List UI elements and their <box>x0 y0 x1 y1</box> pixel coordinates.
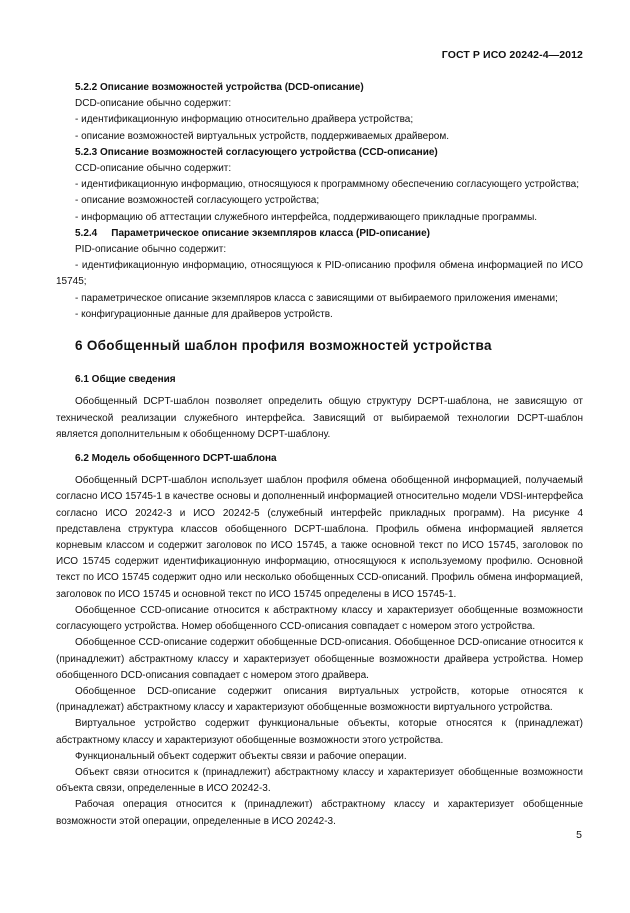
list-item: - идентификационную информацию, относящуюся к PID-описанию профиля обмена информацией по ИСО 15745; <box>56 260 583 288</box>
paragraph: Объект связи относится к (принадлежит) абстрактному классу и характеризует обобщенные возможности объекта связи, определенные в ИСО 20242-3. <box>56 766 583 795</box>
paragraph: Виртуальное устройство содержит функциональные объекты, которые относятся к (принадлежат) абстрактному классу и характеризуют обобщенные возможности этого устройства. <box>56 718 583 746</box>
section-6-heading: 6 Обобщенный шаблон профиля возможностей устройства <box>75 338 492 354</box>
list-item: - описание возможностей согласующего устройства; <box>75 195 320 207</box>
section-6-2-heading: 6.2 Модель обобщенного DCPT-шаблона <box>75 453 277 465</box>
list-item: - идентификационную информацию, относящуюся к программному обеспечению согласующего устройства; <box>75 179 580 191</box>
section-5-2-2-heading: 5.2.2 Описание возможностей устройства (DCD-описание) <box>75 82 364 93</box>
paragraph: Обобщенное CCD-описание содержит обобщенные DCD-описания. Обобщенное DCD-описание относится к (принадлежит) абстрактному классу и характеризует обобщенные возможности драйвера устройства. Номер обобщенного DCD-описания совпадает с номером этого драйвера. <box>56 637 583 681</box>
section-5-2-3-intro: CCD-описание обычно содержит: <box>75 163 232 175</box>
paragraph: Обобщенный DCPT-шаблон позволяет определить общую структуру DCPT-шаблона, не зависящую от технической реализации служебного интерфейса. Зависящий от выбираемой технологии DCPT-шаблон является дополнительным к обобщенному DCPT-шаблону. <box>56 396 583 440</box>
list-item: - информацию об аттестации служебного интерфейса, поддерживающего прикладные программы. <box>75 211 538 223</box>
section-5-2-4-heading <box>56 226 583 242</box>
paragraph: Обобщенное CCD-описание относится к абстрактному классу и характеризует обобщенные возможности согласующего устройства. Номер обобщенного CCD-описания совпадает с номером этого устройства. <box>56 604 583 633</box>
paragraph: Функциональный объект содержит объекты связи и рабочие операции. <box>75 750 407 762</box>
paragraph: Обобщенный DCPT-шаблон использует шаблон профиля обмена обобщенной информацией, получаемый согласно ИСО 15745-1 в качестве основы и дополненный информацией относительно модели VDSI-интерфейса согласно ИСО 20242-3 и ИСО 20242-5 (служебный интерфейс прикладных программ). На рисунке 4 представлена структура классов обобщенного DCPT-шаблона. Профиль обмена информацией является корневым классом и содержит заголовок по ИСО 15745, а также основной текст по ИСО 15745, заголовок по ИСО 15745 содержит идентификационную информацию, относящуюся к используемому профилю. Основной текст по ИСО 15745 содержит одно или несколько обобщенных CCD-описаний. Профиль обмена информацией, заголовок по ИСО 15745 и основной текст по ИСО 15745 определены в ИСО 15745-1. <box>56 475 583 600</box>
list-item: - описание возможностей виртуальных устройств, поддерживаемых драйвером. <box>75 130 450 142</box>
document-code-header: ГОСТ Р ИСО 20242-4—2012 <box>441 49 583 61</box>
section-5-2-4-intro: PID-описание обычно содержит: <box>75 244 227 256</box>
section-6-1-heading: 6.1 Общие сведения <box>75 374 176 386</box>
section-5-2-3-heading: 5.2.3 Описание возможностей согласующего устройства (CCD-описание) <box>75 146 438 158</box>
list-item: - конфигурационные данные для драйверов устройств. <box>75 308 333 320</box>
paragraph: Обобщенное DCD-описание содержит описания виртуальных устройств, которые относятся к (принадлежат) абстрактному классу и характеризуют обобщенные возможности виртуального устройства. <box>56 685 583 714</box>
paragraph: Рабочая операция относится к (принадлежит) абстрактному классу и характеризует обобщенные возможности этой операции, определенные в ИСО 20242-3. <box>56 799 583 827</box>
page-number: 5 <box>576 829 582 841</box>
section-5-2-2-intro: DCD-описание обычно содержит: <box>75 98 232 110</box>
document-body <box>56 80 583 830</box>
list-item: - параметрическое описание экземпляров класса с зависящими от выбираемого приложения именами; <box>75 292 558 304</box>
list-item: - идентификационную информацию относительно драйвера устройства; <box>75 114 414 126</box>
section-5-2-4-number: 5.2.4 <box>75 227 98 239</box>
section-5-2-4-title: Параметрическое описание экземпляров класса (PID-описание) <box>111 227 430 239</box>
